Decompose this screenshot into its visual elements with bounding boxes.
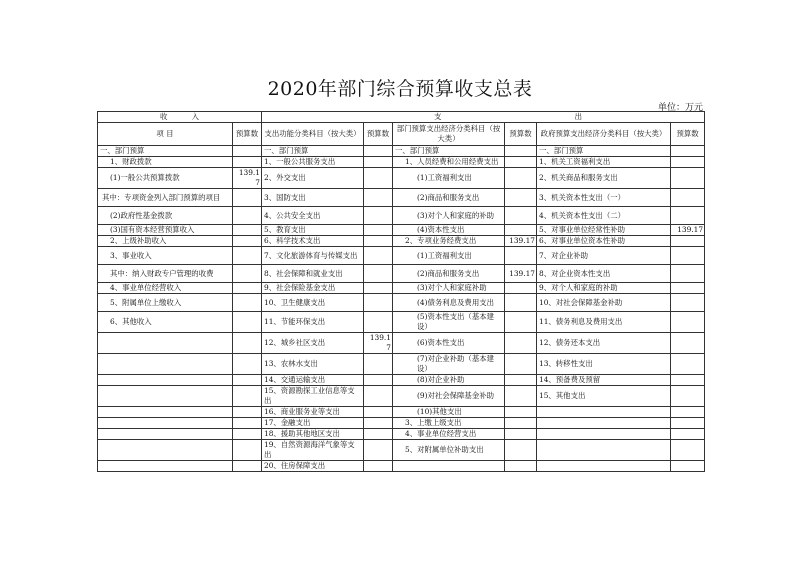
item-cell: 17、金融支出 <box>262 418 364 429</box>
budget-cell: 139.17 <box>671 225 705 236</box>
budget-cell <box>233 247 262 265</box>
item-cell: 一、部门预算 <box>98 146 233 157</box>
budget-cell <box>233 312 262 333</box>
budget-cell: 139.17 <box>505 265 537 283</box>
budget-cell <box>671 375 705 386</box>
budget-cell <box>505 294 537 312</box>
item-cell: (3)对个人和家庭的补助 <box>393 207 505 225</box>
budget-summary-table <box>97 111 705 472</box>
budget-header: 预算数 <box>671 123 705 146</box>
budget-cell <box>505 429 537 440</box>
item-cell: 1、财政拨款 <box>98 157 233 168</box>
table-row <box>98 312 705 333</box>
table-row <box>98 189 705 207</box>
item-cell: 5、对附属单位补助支出 <box>393 440 505 461</box>
table-row <box>98 283 705 294</box>
budget-cell <box>233 283 262 294</box>
table-row <box>98 333 705 354</box>
budget-cell <box>364 207 393 225</box>
item-cell: 一、部门预算 <box>262 146 364 157</box>
item-cell: 6、对事业单位资本性补助 <box>537 236 671 247</box>
item-cell <box>98 407 233 418</box>
budget-cell <box>505 440 537 461</box>
budget-cell: 139.17 <box>505 236 537 247</box>
item-cell: 2、机关商品和服务支出 <box>537 168 671 189</box>
item-cell: 2、专项业务经费支出 <box>393 236 505 247</box>
table-row <box>98 429 705 440</box>
item-cell: 7、文化旅游体育与传媒支出 <box>262 247 364 265</box>
table-row <box>98 146 705 157</box>
budget-cell <box>233 146 262 157</box>
budget-cell <box>671 207 705 225</box>
item-cell: (2)商品和服务支出 <box>393 189 505 207</box>
item-cell: 4、事业单位经营支出 <box>393 429 505 440</box>
item-cell: 14、预备费及预留 <box>537 375 671 386</box>
budget-cell <box>233 386 262 407</box>
item-cell: 5、对事业单位经常性补助 <box>537 225 671 236</box>
item-cell <box>537 418 671 429</box>
item-cell: (7)对企业补助（基本建设） <box>393 354 505 375</box>
budget-cell <box>364 418 393 429</box>
item-header: 项 目 <box>98 123 233 146</box>
page-title: 2020年部门综合预算收支总表 <box>267 78 533 100</box>
item-cell <box>537 407 671 418</box>
item-cell: 1、机关工资福利支出 <box>537 157 671 168</box>
budget-cell <box>671 312 705 333</box>
item-cell: 15、其他支出 <box>537 386 671 407</box>
item-cell: (2)政府性基金拨款 <box>98 207 233 225</box>
budget-cell <box>233 225 262 236</box>
budget-cell <box>364 312 393 333</box>
item-cell: 5、教育支出 <box>262 225 364 236</box>
budget-cell <box>233 265 262 283</box>
budget-cell <box>671 440 705 461</box>
item-cell <box>98 354 233 375</box>
budget-header: 预算数 <box>364 123 393 146</box>
budget-cell <box>505 333 537 354</box>
item-cell: 8、对企业资本性支出 <box>537 265 671 283</box>
budget-cell <box>364 407 393 418</box>
item-cell: 5、附属单位上缴收入 <box>98 294 233 312</box>
budget-cell <box>505 386 537 407</box>
budget-cell <box>364 225 393 236</box>
table-row <box>98 375 705 386</box>
budget-cell <box>233 189 262 207</box>
budget-cell <box>233 407 262 418</box>
budget-cell <box>364 440 393 461</box>
item-cell: 一、部门预算 <box>537 146 671 157</box>
item-cell: 6、科学技术支出 <box>262 236 364 247</box>
budget-cell <box>671 168 705 189</box>
table-row <box>98 354 705 375</box>
item-cell: (1)工资福利支出 <box>393 168 505 189</box>
item-cell: 12、城乡社区支出 <box>262 333 364 354</box>
item-cell: (9)对社会保障基金补助 <box>393 386 505 407</box>
item-cell: (3)国有资本经营预算收入 <box>98 225 233 236</box>
table-row <box>98 207 705 225</box>
item-cell: 一、部门预算 <box>393 146 505 157</box>
budget-cell <box>364 157 393 168</box>
budget-header: 预算数 <box>233 123 262 146</box>
item-cell: 6、其他收入 <box>98 312 233 333</box>
item-cell: (10)其他支出 <box>393 407 505 418</box>
table-row <box>98 461 705 472</box>
table-row <box>98 236 705 247</box>
item-cell: (1)一般公共预算拨款 <box>98 168 233 189</box>
table-row <box>98 168 705 189</box>
item-cell: 9、社会保险基金支出 <box>262 283 364 294</box>
item-cell: 18、援助其他地区支出 <box>262 429 364 440</box>
item-cell: 3、事业收入 <box>98 247 233 265</box>
item-cell: 其中：纳入财政专户管理的收费 <box>98 265 233 283</box>
budget-cell <box>364 189 393 207</box>
item-cell: 3、上缴上级支出 <box>393 418 505 429</box>
budget-cell <box>671 333 705 354</box>
item-cell: 10、对社会保障基金补助 <box>537 294 671 312</box>
item-cell <box>98 333 233 354</box>
item-cell: 16、商业服务业等支出 <box>262 407 364 418</box>
budget-cell <box>364 375 393 386</box>
budget-cell <box>671 429 705 440</box>
budget-cell <box>364 283 393 294</box>
budget-cell <box>233 157 262 168</box>
item-cell: 1、人员经费和公用经费支出 <box>393 157 505 168</box>
budget-cell <box>671 418 705 429</box>
budget-cell <box>505 157 537 168</box>
budget-cell <box>505 189 537 207</box>
budget-cell <box>364 247 393 265</box>
budget-cell <box>671 283 705 294</box>
item-cell: (8)对企业补助 <box>393 375 505 386</box>
budget-cell <box>233 333 262 354</box>
item-cell: 8、社会保障和就业支出 <box>262 265 364 283</box>
item-cell <box>98 461 233 472</box>
budget-cell <box>671 146 705 157</box>
budget-cell: 139.17 <box>233 168 262 189</box>
budget-cell <box>671 189 705 207</box>
budget-cell <box>233 207 262 225</box>
item-cell <box>537 461 671 472</box>
budget-cell <box>364 294 393 312</box>
item-cell: 4、机关资本性支出（二） <box>537 207 671 225</box>
item-cell: (4)资本性支出 <box>393 225 505 236</box>
unit-label: 单位：万元 <box>657 103 703 113</box>
budget-cell <box>671 461 705 472</box>
item-cell <box>393 461 505 472</box>
budget-cell <box>233 236 262 247</box>
budget-cell <box>233 418 262 429</box>
budget-cell <box>505 418 537 429</box>
item-cell: 12、债务还本支出 <box>537 333 671 354</box>
budget-cell <box>364 146 393 157</box>
item-cell: 10、卫生健康支出 <box>262 294 364 312</box>
income-header: 收 入 <box>98 112 262 123</box>
table-row <box>98 225 705 236</box>
budget-cell <box>364 461 393 472</box>
budget-cell <box>505 207 537 225</box>
item-cell: 11、债务利息及费用支出 <box>537 312 671 333</box>
budget-header: 预算数 <box>505 123 537 146</box>
item-cell: (3)对个人和家庭补助 <box>393 283 505 294</box>
item-cell: (6)资本性支出 <box>393 333 505 354</box>
budget-cell <box>364 354 393 375</box>
expense-header: 支 出 <box>262 112 705 123</box>
item-cell: 3、机关资本性支出（一） <box>537 189 671 207</box>
budget-cell <box>233 294 262 312</box>
item-cell: (2)商品和服务支出 <box>393 265 505 283</box>
table-row <box>98 157 705 168</box>
budget-cell <box>233 461 262 472</box>
budget-cell <box>505 247 537 265</box>
item-cell: 20、住房保障支出 <box>262 461 364 472</box>
item-cell: 15、资源勘探工业信息等支出 <box>262 386 364 407</box>
budget-cell <box>671 247 705 265</box>
budget-cell <box>671 294 705 312</box>
table-row <box>98 294 705 312</box>
budget-cell <box>505 225 537 236</box>
item-cell: 4、事业单位经营收入 <box>98 283 233 294</box>
table-row <box>98 407 705 418</box>
budget-cell <box>505 354 537 375</box>
budget-cell <box>505 146 537 157</box>
table-row <box>98 247 705 265</box>
budget-cell <box>671 354 705 375</box>
item-cell: 2、上级补助收入 <box>98 236 233 247</box>
item-cell: 14、交通运输支出 <box>262 375 364 386</box>
budget-cell <box>233 429 262 440</box>
dept-econ-header: 部门预算支出经济分类科目（按大类） <box>393 123 505 146</box>
item-cell: 11、节能环保支出 <box>262 312 364 333</box>
table-row <box>98 440 705 461</box>
budget-cell: 139.17 <box>364 333 393 354</box>
item-cell: 3、国防支出 <box>262 189 364 207</box>
budget-cell <box>505 461 537 472</box>
table-row <box>98 386 705 407</box>
budget-cell <box>233 354 262 375</box>
budget-cell <box>505 407 537 418</box>
item-cell <box>98 386 233 407</box>
budget-cell <box>671 236 705 247</box>
budget-cell <box>364 429 393 440</box>
item-cell: (4)债务利息及费用支出 <box>393 294 505 312</box>
budget-cell <box>505 168 537 189</box>
item-cell: (1)工资福利支出 <box>393 247 505 265</box>
item-cell: 7、对企业补助 <box>537 247 671 265</box>
budget-cell <box>505 283 537 294</box>
budget-cell <box>505 312 537 333</box>
budget-cell <box>671 407 705 418</box>
item-cell <box>98 429 233 440</box>
item-cell <box>98 440 233 461</box>
item-cell: 4、公共安全支出 <box>262 207 364 225</box>
budget-cell <box>671 386 705 407</box>
budget-cell <box>233 440 262 461</box>
func-class-header: 支出功能分类科目（按大类） <box>262 123 364 146</box>
budget-cell <box>671 157 705 168</box>
item-cell <box>98 418 233 429</box>
table-row <box>98 265 705 283</box>
budget-cell <box>671 265 705 283</box>
item-cell: 1、一般公共服务支出 <box>262 157 364 168</box>
table-row <box>98 418 705 429</box>
budget-cell <box>364 386 393 407</box>
item-cell <box>537 440 671 461</box>
item-cell: 其中：专项资金列入部门预算的项目 <box>98 189 233 207</box>
item-cell <box>98 375 233 386</box>
item-cell: 13、转移性支出 <box>537 354 671 375</box>
budget-cell <box>505 375 537 386</box>
gov-econ-header: 政府预算支出经济分类科目（按大类） <box>537 123 671 146</box>
item-cell: 2、外交支出 <box>262 168 364 189</box>
budget-cell <box>364 168 393 189</box>
item-cell: (5)资本性支出（基本建设） <box>393 312 505 333</box>
budget-cell <box>364 236 393 247</box>
table-body <box>98 146 705 472</box>
item-cell: 9、对个人和家庭的补助 <box>537 283 671 294</box>
item-cell: 13、农林水支出 <box>262 354 364 375</box>
item-cell <box>537 429 671 440</box>
item-cell: 19、自然资源海洋气象等支出 <box>262 440 364 461</box>
budget-cell <box>364 265 393 283</box>
budget-cell <box>233 375 262 386</box>
